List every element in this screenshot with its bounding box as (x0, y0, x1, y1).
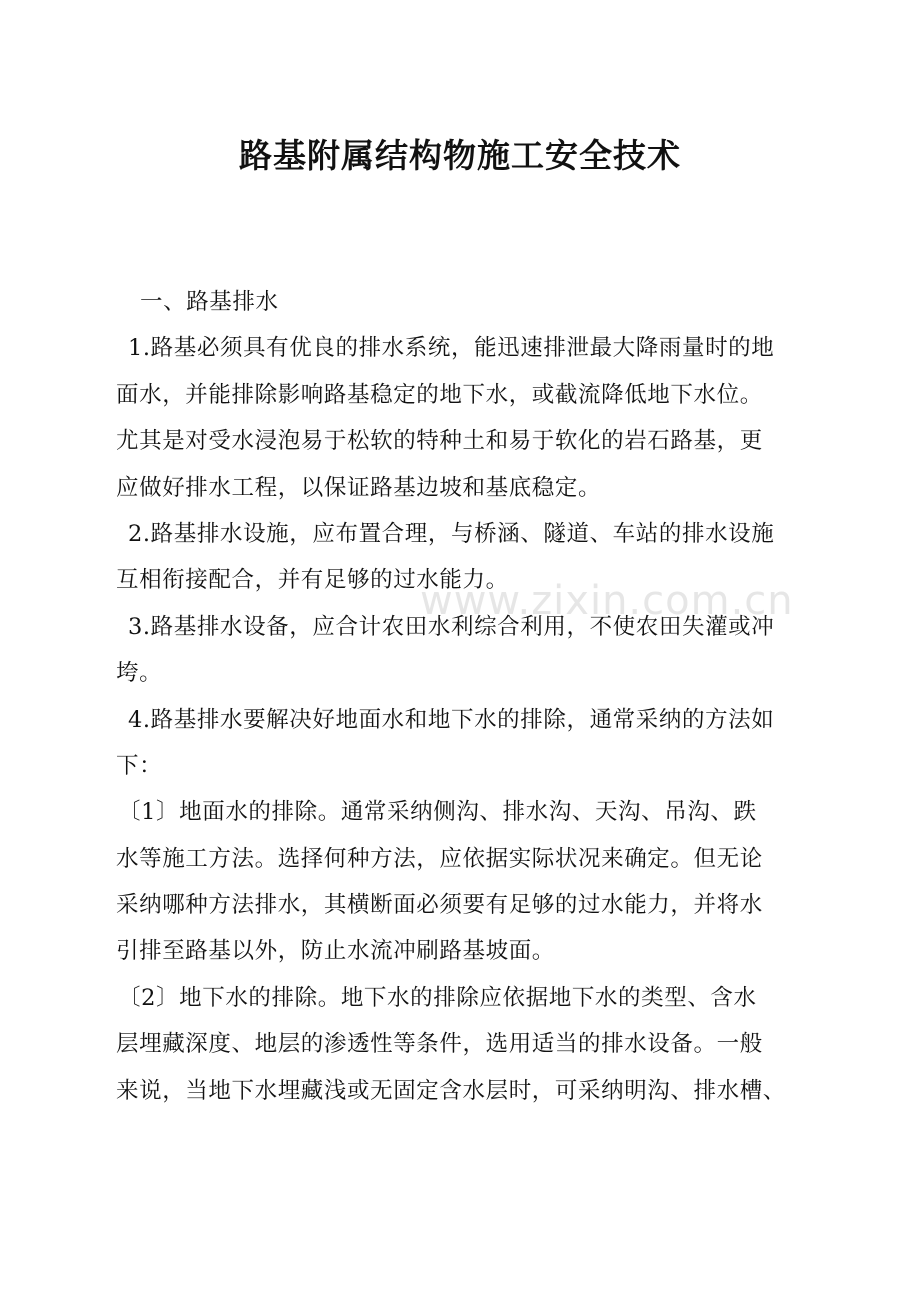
paragraph-line: 引排至路基以外，防止水流冲刷路基坡面。 (116, 938, 555, 965)
watermark: www.zixin.com.cn (420, 578, 794, 624)
paragraph-line: 2.路基排水设施，应布置合理，与桥涵、隧道、车站的排水设施 (128, 520, 775, 547)
paragraph-line: 应做好排水工程，以保证路基边坡和基底稳定。 (116, 474, 602, 501)
paragraph-line: 互相衔接配合，并有足够的过水能力。 (116, 567, 509, 594)
paragraph-line: 采纳哪种方法排水，其横断面必须要有足够的过水能力，并将水 (116, 892, 763, 919)
paragraph-line: 〔1〕地面水的排除。通常采纳侧沟、排水沟、天沟、吊沟、跌 (118, 799, 757, 826)
paragraph-line: 水等施工方法。选择何种方法，应依据实际状况来确定。但无论 (116, 845, 763, 872)
paragraph-line: 〔2〕地下水的排除。地下水的排除应依据地下水的类型、含水 (118, 984, 757, 1011)
section-heading: 一、路基排水 (140, 289, 279, 315)
paragraph-line: 下： (116, 752, 163, 779)
document-title: 路基附属结构物施工安全技术 (239, 136, 681, 175)
paragraph-line: 来说，当地下水埋藏浅或无固定含水层时，可采纳明沟、排水槽、 (116, 1077, 786, 1104)
paragraph-line: 4.路基排水要解决好地面水和地下水的排除，通常采纳的方法如 (128, 706, 775, 733)
paragraph-line: 层埋藏深度、地层的渗透性等条件，选用适当的排水设备。一般 (116, 1031, 763, 1058)
paragraph-line: 1.路基必须具有优良的排水系统，能迅速排泄最大降雨量时的地 (128, 335, 775, 362)
paragraph-line: 尤其是对受水浸泡易于松软的特种土和易于软化的岩石路基，更 (116, 428, 763, 455)
paragraph-line: 垮。 (116, 660, 163, 687)
paragraph-line: 3.路基排水设备，应合计农田水利综合利用，不使农田失灌或冲 (128, 613, 775, 640)
document-body (116, 279, 816, 1114)
paragraph-line: 面水，并能排除影响路基稳定的地下水，或截流降低地下水位。 (116, 381, 763, 408)
